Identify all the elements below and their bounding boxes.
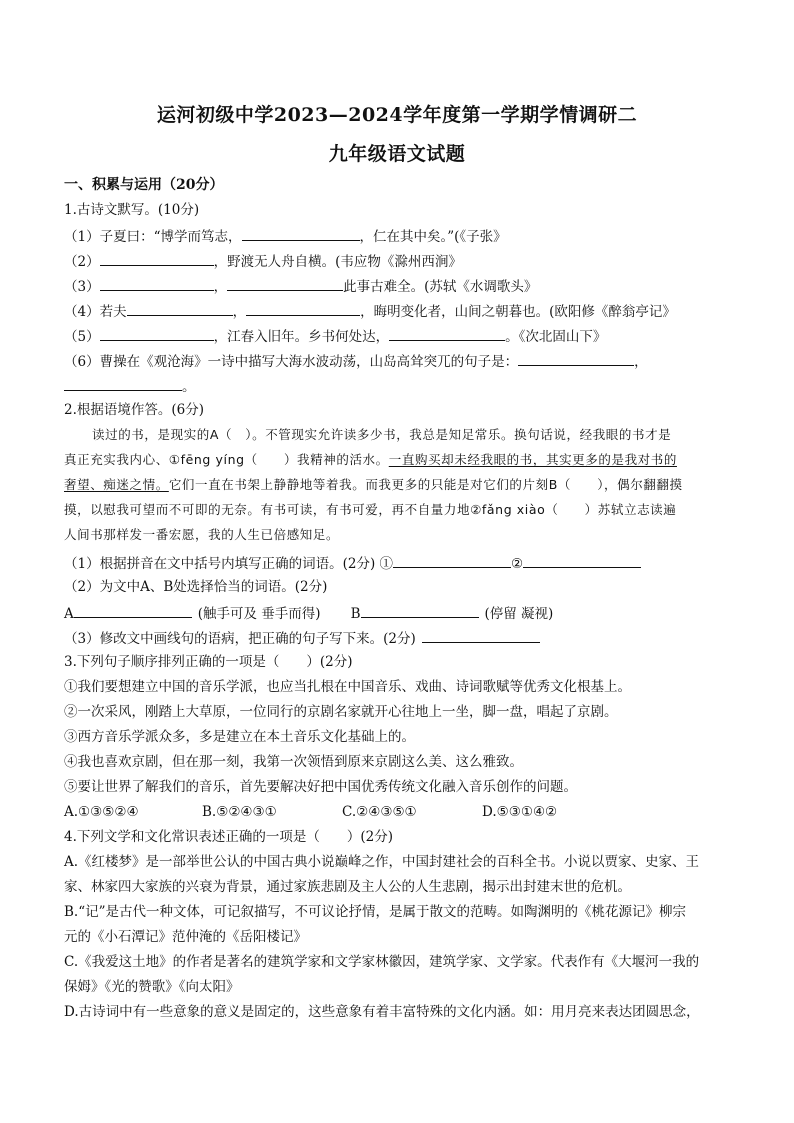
q1-line-1 xyxy=(64,226,507,246)
q1-l4-text-b: ， xyxy=(232,304,247,320)
answer-blank[interactable] xyxy=(74,603,192,618)
q2-a-options: (触手可及 垂手而得) xyxy=(197,606,321,622)
q1-l6-text-b: ， xyxy=(634,354,648,370)
q1-stem: 1.古诗文默写。(10分) xyxy=(64,202,200,218)
q2-s1-text-a: （1）根据拼音在文中括号内填写正确的词语。(2分) ① xyxy=(64,556,394,572)
q1-line-7 xyxy=(64,376,196,396)
passage-line-5: 人间书那样发一番宏愿，我的人生已倍感知足。 xyxy=(64,527,340,542)
passage-line-4: 摸，以慰我可望而不可即的无奈。有书可读，有书可爱，再不自量力地②fǎng xiào（ ）苏轼立志读遍 xyxy=(64,502,677,517)
q1-l2-text-a: （2） xyxy=(64,254,100,270)
exam-title: 运河初级中学2023—2024学年度第一学期学情调研二 xyxy=(156,104,638,126)
q3-stem: 3.下列句子顺序排列正确的一项是（ ）(2分) xyxy=(64,654,353,670)
answer-blank[interactable] xyxy=(100,326,214,341)
q4-stem: 4.下列文学和文化常识表述正确的一项是（ ）(2分) xyxy=(64,829,394,845)
answer-blank[interactable] xyxy=(127,301,233,316)
passage-line-3 xyxy=(64,477,732,493)
q2-sub-2-answers xyxy=(64,603,553,623)
q4-option-b-line-2: 元的《小石潭记》范仲淹的《岳阳楼记》 xyxy=(64,929,307,945)
q1-l5-text-b: ，江春入旧年。乡书何处达， xyxy=(213,329,390,345)
answer-blank[interactable] xyxy=(227,276,343,291)
q4-option-b-line-1[interactable]: B.“记”是古代一种文体，可记叙描写，不可议论抒情，是属于散文的范畴。如陶渊明的《桃花源记》柳宗 xyxy=(64,904,687,920)
q3-option-a[interactable]: A.①③⑤②④ xyxy=(64,804,139,820)
q1-line-2 xyxy=(64,251,462,271)
answer-blank[interactable] xyxy=(523,553,641,568)
q2-s1-text-b: ② xyxy=(511,556,524,572)
q1-l2-text-b: ，野渡无人舟自横。(韦应物《滁州西涧》 xyxy=(213,254,462,270)
passage-l2-text: 真正充实我内心、①fēng yíng（ ）我精神的活水。 xyxy=(64,452,389,467)
passage-underlined-sentence: 一直购买却未经我眼的书，其实更多的是我对书的 xyxy=(388,452,677,467)
q2-sub-1 xyxy=(64,553,641,573)
q1-l1-text-b: ，仁在其中矣。”(《子张》 xyxy=(359,229,507,245)
answer-blank[interactable] xyxy=(100,276,214,291)
q1-line-4 xyxy=(64,301,676,321)
passage-line-2 xyxy=(64,452,732,468)
q4-option-a-line-1[interactable]: A.《红楼梦》是一部举世公认的中国古典小说巅峰之作，中国封建社会的百科全书。小说以贾家、史家、王 xyxy=(64,854,700,870)
q2-a-label: A xyxy=(64,606,74,622)
q1-l3-text-a: （3） xyxy=(64,279,100,295)
q4-option-d-line-1[interactable]: D.古诗词中有一些意象的意义是固定的，这些意象有着丰富特殊的文化内涵。如：用月亮来表达团圆思念， xyxy=(64,1004,700,1020)
q4-option-c-line-2: 保姆》《光的赞歌》《向太阳》 xyxy=(64,979,240,995)
answer-blank[interactable] xyxy=(393,553,511,568)
answer-blank[interactable] xyxy=(389,326,505,341)
q4-option-a-line-2: 家、林家四大家族的兴衰为背景，通过家族悲剧及主人公的人生悲剧，揭示出封建末世的危机。 xyxy=(64,879,631,895)
q2-sub-3 xyxy=(64,628,540,648)
q1-l6-text-a: （6）曹操在《观沧海》一诗中描写大海水波动荡，山岛高耸突兀的句子是： xyxy=(64,354,519,370)
passage-l3-text: 它们一直在书架上静静地等着我。而我更多的只能是对它们的片刻B（ ），偶尔翻翻摸 xyxy=(168,477,683,492)
q2-sub-2: （2）为文中A、B处选择恰当的词语。(2分) xyxy=(64,579,328,595)
q3-option-c[interactable]: C.②④③⑤① xyxy=(342,804,417,820)
q1-l3-text-c: 此事古难全。(苏轼《水调歌头》 xyxy=(343,279,538,295)
answer-blank[interactable] xyxy=(242,226,360,241)
q1-line-3 xyxy=(64,276,537,296)
answer-blank[interactable] xyxy=(64,376,182,391)
q3-item-4: ④我也喜欢京剧，但在那一刻，我第一次领悟到原来京剧这么美、这么雅致。 xyxy=(64,754,523,770)
answer-blank[interactable] xyxy=(422,628,540,643)
q1-l4-text-c: ，晦明变化者，山间之朝暮也。(欧阳修《醉翁亭记》 xyxy=(360,304,676,320)
q1-l7-text-b: 。 xyxy=(182,379,196,395)
q1-line-6 xyxy=(64,351,648,371)
q1-l4-text-a: （4）若夫 xyxy=(64,304,127,320)
passage-line-1: 读过的书，是现实的A（ ）。不管现实允许读多少书，我总是知足常乐。换句话说，经我眼的书才是 xyxy=(92,427,672,442)
answer-blank[interactable] xyxy=(361,603,479,618)
q3-option-b[interactable]: B.⑤②④③① xyxy=(202,804,277,820)
q1-l3-text-b: ， xyxy=(213,279,228,295)
answer-blank[interactable] xyxy=(518,351,634,366)
answer-blank[interactable] xyxy=(246,301,360,316)
q2-stem: 2.根据语境作答。(6分) xyxy=(64,402,205,418)
exam-subtitle: 九年级语文试题 xyxy=(328,143,466,165)
passage-underlined-continued: 奢望、痴迷之情。 xyxy=(64,477,169,492)
q3-item-1: ①我们要想建立中国的音乐学派，也应当扎根在中国音乐、戏曲、诗词歌赋等优秀文化根基上。 xyxy=(64,679,631,695)
q1-l5-text-a: （5） xyxy=(64,329,100,345)
q4-option-c-line-1[interactable]: C.《我爱这土地》的作者是著名的建筑学家和文学家林徽因，建筑学家、文学家。代表作有《大堰河一我的 xyxy=(64,954,700,970)
q3-option-d[interactable]: D.⑤③①④② xyxy=(482,804,558,820)
q1-line-5 xyxy=(64,326,606,346)
q3-item-5: ⑤要让世界了解我们的音乐，首先要解决好把中国优秀传统文化融入音乐创作的问题。 xyxy=(64,779,577,795)
q2-b-label: B xyxy=(350,606,361,622)
q3-options xyxy=(64,803,557,821)
answer-blank[interactable] xyxy=(100,251,214,266)
q2-s3-text: （3）修改文中画线句的语病，把正确的句子写下来。(2分) xyxy=(64,631,416,647)
q2-b-options: (停留 凝视) xyxy=(484,606,554,622)
q3-item-2: ②一次采风，刚踏上大草原，一位同行的京剧名家就开心往地上一坐，脚一盘，唱起了京剧。 xyxy=(64,704,618,720)
q1-l5-text-c: 。《次北固山下》 xyxy=(505,329,607,345)
q3-item-3: ③西方音乐学派众多，多是建立在本土音乐文化基础上的。 xyxy=(64,729,415,745)
section-heading: 一、积累与运用（20分） xyxy=(64,177,224,193)
q1-l1-text-a: （1）子夏曰：“博学而笃志， xyxy=(64,229,242,245)
